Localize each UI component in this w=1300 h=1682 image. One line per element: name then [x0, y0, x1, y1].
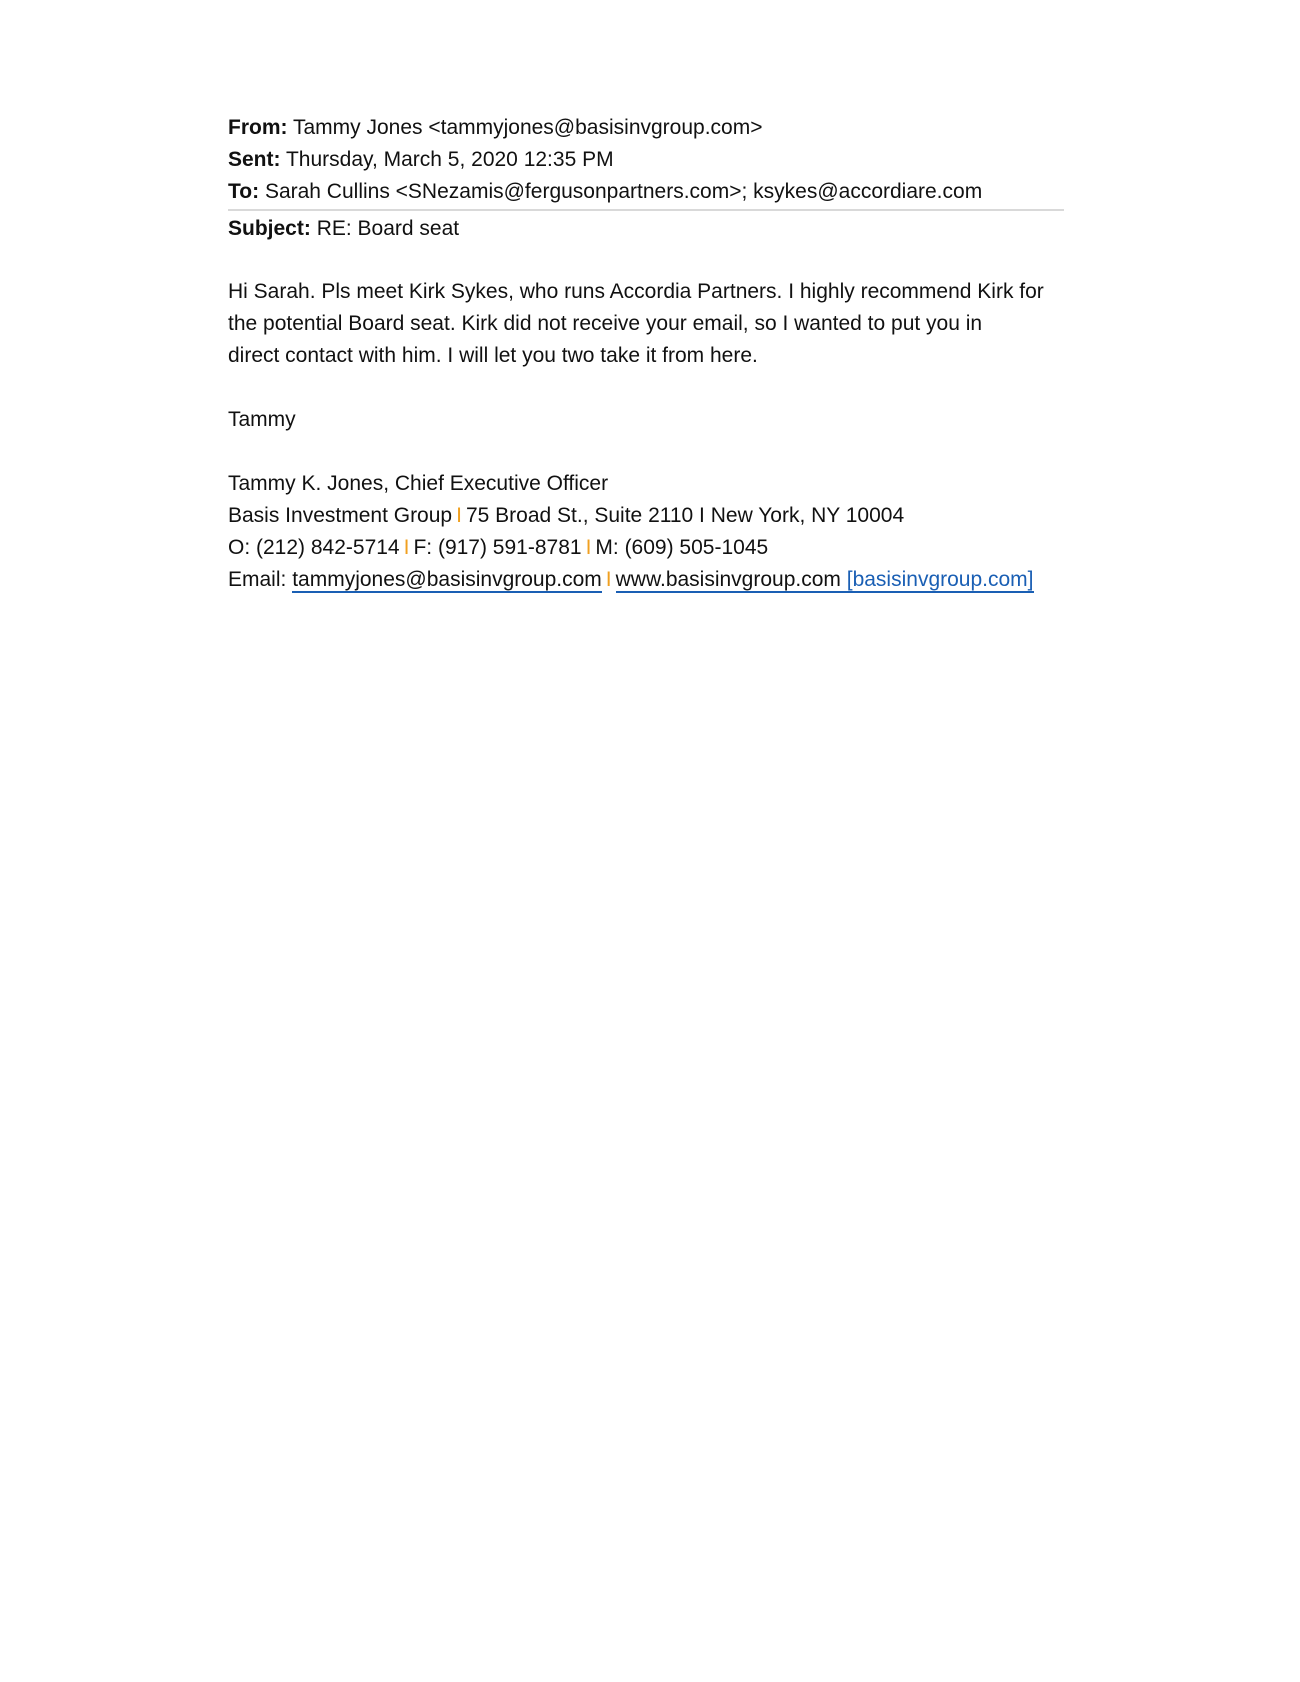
sent-value: Thursday, March 5, 2020 12:35 PM — [285, 148, 614, 171]
from-label: From: — [228, 116, 288, 139]
body-line: Hi Sarah. Pls meet Kirk Sykes, who runs Accordia Partners. I highly recommend Kirk for — [228, 280, 1044, 303]
body-line: direct contact with him. I will let you two take it from here. — [228, 344, 758, 367]
subject-value: RE: Board seat — [316, 217, 460, 240]
email-link[interactable]: tammyjones@basisinvgroup.com — [292, 568, 602, 591]
sent-label: Sent: — [228, 148, 281, 171]
website-bracket-text: [basisinvgroup.com] — [840, 568, 1034, 591]
signature-links-line — [228, 564, 1064, 596]
separator-glyph: I — [605, 568, 612, 591]
separator-glyph: I — [456, 504, 462, 527]
message-body — [228, 276, 1058, 372]
to-value: Sarah Cullins <SNezamis@fergusonpartners.com>; ksykes@accordiare.com — [264, 180, 983, 203]
signature-mobile: M: (609) 505-1045 — [595, 536, 769, 559]
signature-company: Basis Investment Group — [228, 504, 453, 527]
body-line: the potential Board seat. Kirk did not receive your email, so I wanted to put you in — [228, 312, 983, 335]
signature-company-line — [228, 500, 1064, 532]
signature-fax: F: (917) 591-8781 — [413, 536, 582, 559]
signoff: Tammy — [228, 408, 296, 431]
separator-glyph: I — [403, 536, 410, 559]
signature-name-title: Tammy K. Jones, Chief Executive Officer — [228, 472, 609, 495]
signature-office-phone: O: (212) 842-5714 — [228, 536, 400, 559]
subject-label: Subject: — [228, 217, 311, 240]
from-line — [228, 112, 1064, 144]
website-link-text: www.basisinvgroup.com — [615, 568, 841, 591]
from-value: Tammy Jones <tammyjones@basisinvgroup.com> — [292, 116, 763, 139]
website-link[interactable] — [616, 568, 1034, 593]
email-message — [228, 112, 1064, 596]
signature-phone-line — [228, 532, 1064, 564]
subject-line — [228, 213, 1064, 245]
email-signature — [228, 468, 1064, 596]
to-label: To: — [228, 180, 260, 203]
to-line — [228, 176, 1064, 208]
sent-line — [228, 144, 1064, 176]
separator-glyph: I — [585, 536, 592, 559]
header-divider — [228, 209, 1064, 211]
email-label: Email: — [228, 568, 293, 591]
signature-address: 75 Broad St., Suite 2110 I New York, NY 10004 — [465, 504, 905, 527]
